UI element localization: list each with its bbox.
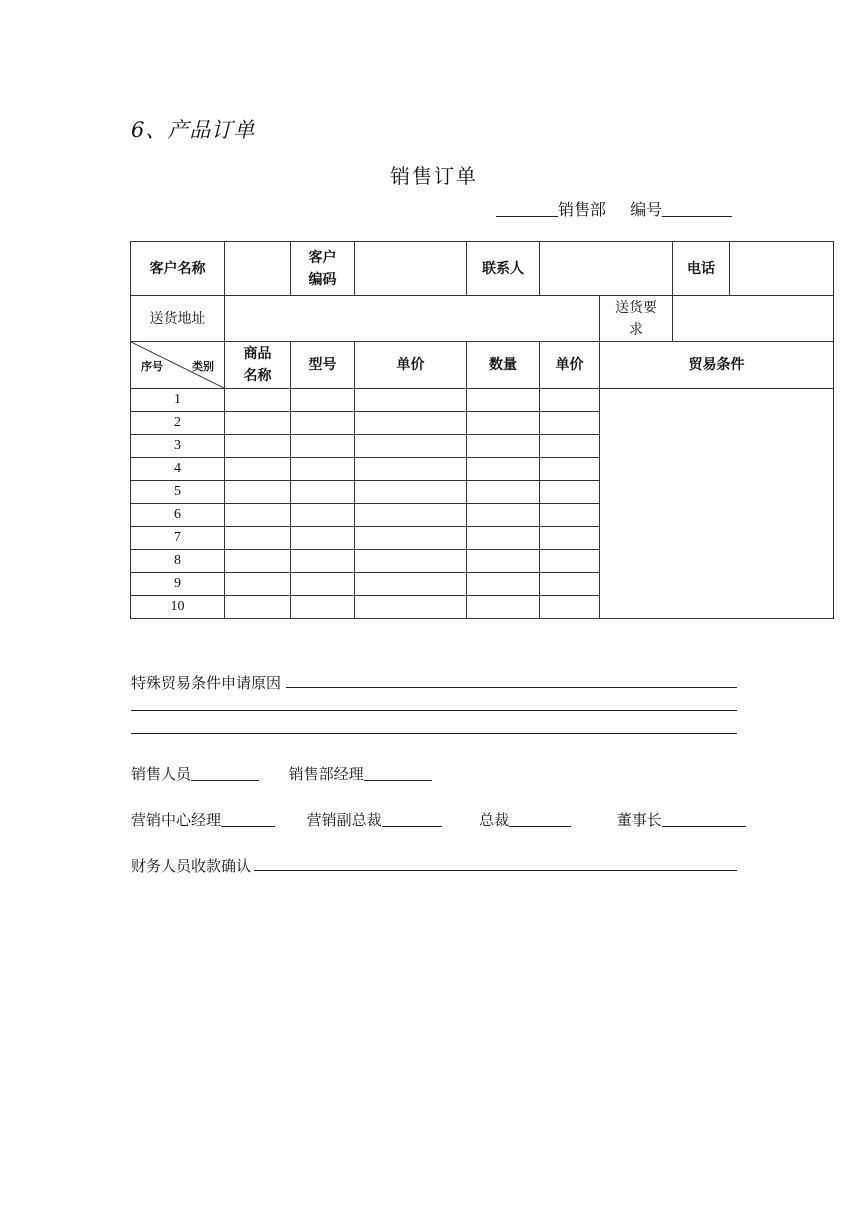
unit-price-cell[interactable] (355, 596, 467, 619)
product-name-cell[interactable] (225, 504, 291, 527)
row-number: 3 (131, 435, 225, 458)
unit-price-header: 单价 (355, 342, 467, 389)
unit-price-cell[interactable] (355, 435, 467, 458)
sales-person-blank[interactable] (191, 764, 259, 781)
phone-cell[interactable] (730, 242, 834, 296)
special-reason-blank[interactable] (286, 671, 737, 688)
unit-price-cell[interactable] (355, 389, 467, 412)
row-number: 6 (131, 504, 225, 527)
customer-name-label: 客户名称 (131, 242, 225, 296)
customer-code-cell[interactable] (355, 242, 467, 296)
address-label: 送货地址 (131, 296, 225, 342)
unit-price-cell[interactable] (355, 550, 467, 573)
dept-blank[interactable] (496, 200, 558, 217)
model-cell[interactable] (291, 550, 355, 573)
category-header: 类别 (192, 360, 214, 373)
product-name-header: 商品名称 (225, 342, 291, 389)
product-name-cell[interactable] (225, 435, 291, 458)
column-header-row (131, 342, 834, 389)
unit-price2-cell[interactable] (540, 504, 600, 527)
model-cell[interactable] (291, 458, 355, 481)
quantity-cell[interactable] (467, 458, 540, 481)
finance-confirm-blank[interactable] (254, 854, 737, 871)
quantity-cell[interactable] (467, 412, 540, 435)
chairman-label: 董事长 (616, 811, 662, 829)
document-title: 销售订单 (390, 164, 478, 188)
unit-price-cell[interactable] (355, 504, 467, 527)
dept-label: 销售部 (558, 200, 607, 219)
president-blank[interactable] (509, 810, 571, 827)
dept-number-line (496, 197, 732, 220)
quantity-cell[interactable] (467, 389, 540, 412)
quantity-cell[interactable] (467, 504, 540, 527)
seq-category-header (131, 342, 225, 389)
quantity-cell[interactable] (467, 435, 540, 458)
product-name-cell[interactable] (225, 389, 291, 412)
product-name-cell[interactable] (225, 458, 291, 481)
unit-price2-cell[interactable] (540, 573, 600, 596)
row-number: 8 (131, 550, 225, 573)
product-name-cell[interactable] (225, 573, 291, 596)
unit-price2-cell[interactable] (540, 550, 600, 573)
sales-sign-line (131, 763, 432, 784)
customer-name-cell[interactable] (225, 242, 291, 296)
header-row-1 (131, 242, 834, 296)
contact-label: 联系人 (467, 242, 540, 296)
sales-person-label: 销售人员 (131, 765, 192, 783)
model-cell[interactable] (291, 481, 355, 504)
unit-price2-cell[interactable] (540, 481, 600, 504)
reason-blank-2[interactable] (131, 694, 737, 711)
contact-cell[interactable] (540, 242, 673, 296)
approval-sign-line (131, 809, 746, 830)
unit-price-cell[interactable] (355, 458, 467, 481)
quantity-cell[interactable] (467, 481, 540, 504)
product-name-cell[interactable] (225, 481, 291, 504)
model-cell[interactable] (291, 504, 355, 527)
unit-price2-cell[interactable] (540, 435, 600, 458)
row-number: 4 (131, 458, 225, 481)
unit-price2-cell[interactable] (540, 412, 600, 435)
product-name-cell[interactable] (225, 527, 291, 550)
number-blank[interactable] (662, 200, 732, 217)
model-cell[interactable] (291, 527, 355, 550)
unit-price-cell[interactable] (355, 481, 467, 504)
row-number: 5 (131, 481, 225, 504)
table-row (131, 389, 834, 412)
delivery-req-label: 送货要求 (600, 296, 673, 342)
row-number: 7 (131, 527, 225, 550)
quantity-cell[interactable] (467, 550, 540, 573)
marketing-manager-blank[interactable] (221, 810, 275, 827)
trade-terms-header: 贸易条件 (600, 342, 834, 389)
unit-price2-cell[interactable] (540, 389, 600, 412)
marketing-manager-label: 营销中心经理 (131, 811, 222, 829)
model-cell[interactable] (291, 389, 355, 412)
phone-label: 电话 (673, 242, 730, 296)
delivery-req-cell[interactable] (673, 296, 834, 342)
row-number: 2 (131, 412, 225, 435)
number-label: 编号 (630, 200, 663, 219)
quantity-cell[interactable] (467, 596, 540, 619)
unit-price-cell[interactable] (355, 573, 467, 596)
customer-code-label: 客户编码 (291, 242, 355, 296)
sales-manager-blank[interactable] (364, 764, 432, 781)
model-cell[interactable] (291, 596, 355, 619)
row-number: 1 (131, 389, 225, 412)
header-row-2 (131, 296, 834, 342)
unit-price2-cell[interactable] (540, 458, 600, 481)
model-header: 型号 (291, 342, 355, 389)
quantity-header: 数量 (467, 342, 540, 389)
chairman-blank[interactable] (662, 810, 746, 827)
special-reason-label: 特殊贸易条件申请原因 (131, 674, 282, 692)
president-label: 总裁 (479, 811, 510, 829)
unit-price-cell[interactable] (355, 527, 467, 550)
product-name-cell[interactable] (225, 596, 291, 619)
special-reason-line (131, 672, 281, 693)
unit-price2-cell[interactable] (540, 596, 600, 619)
product-name-cell[interactable] (225, 550, 291, 573)
quantity-cell[interactable] (467, 527, 540, 550)
quantity-cell[interactable] (467, 573, 540, 596)
model-cell[interactable] (291, 412, 355, 435)
reason-blank-3[interactable] (131, 717, 737, 734)
unit-price-cell[interactable] (355, 412, 467, 435)
trade-terms-cell[interactable] (600, 389, 834, 619)
order-table (130, 241, 834, 619)
model-cell[interactable] (291, 435, 355, 458)
address-cell[interactable] (225, 296, 600, 342)
seq-header: 序号 (141, 360, 163, 373)
marketing-vp-blank[interactable] (382, 810, 442, 827)
product-name-cell[interactable] (225, 412, 291, 435)
marketing-vp-label: 营销副总裁 (306, 811, 382, 829)
section-heading: 6、产品订单 (131, 118, 256, 142)
row-number: 9 (131, 573, 225, 596)
row-number: 10 (131, 596, 225, 619)
unit-price2-cell[interactable] (540, 527, 600, 550)
model-cell[interactable] (291, 573, 355, 596)
finance-confirm-line (131, 855, 251, 876)
finance-confirm-label: 财务人员收款确认 (131, 857, 252, 875)
sales-manager-label: 销售部经理 (288, 765, 364, 783)
unit-price2-header: 单价 (540, 342, 600, 389)
